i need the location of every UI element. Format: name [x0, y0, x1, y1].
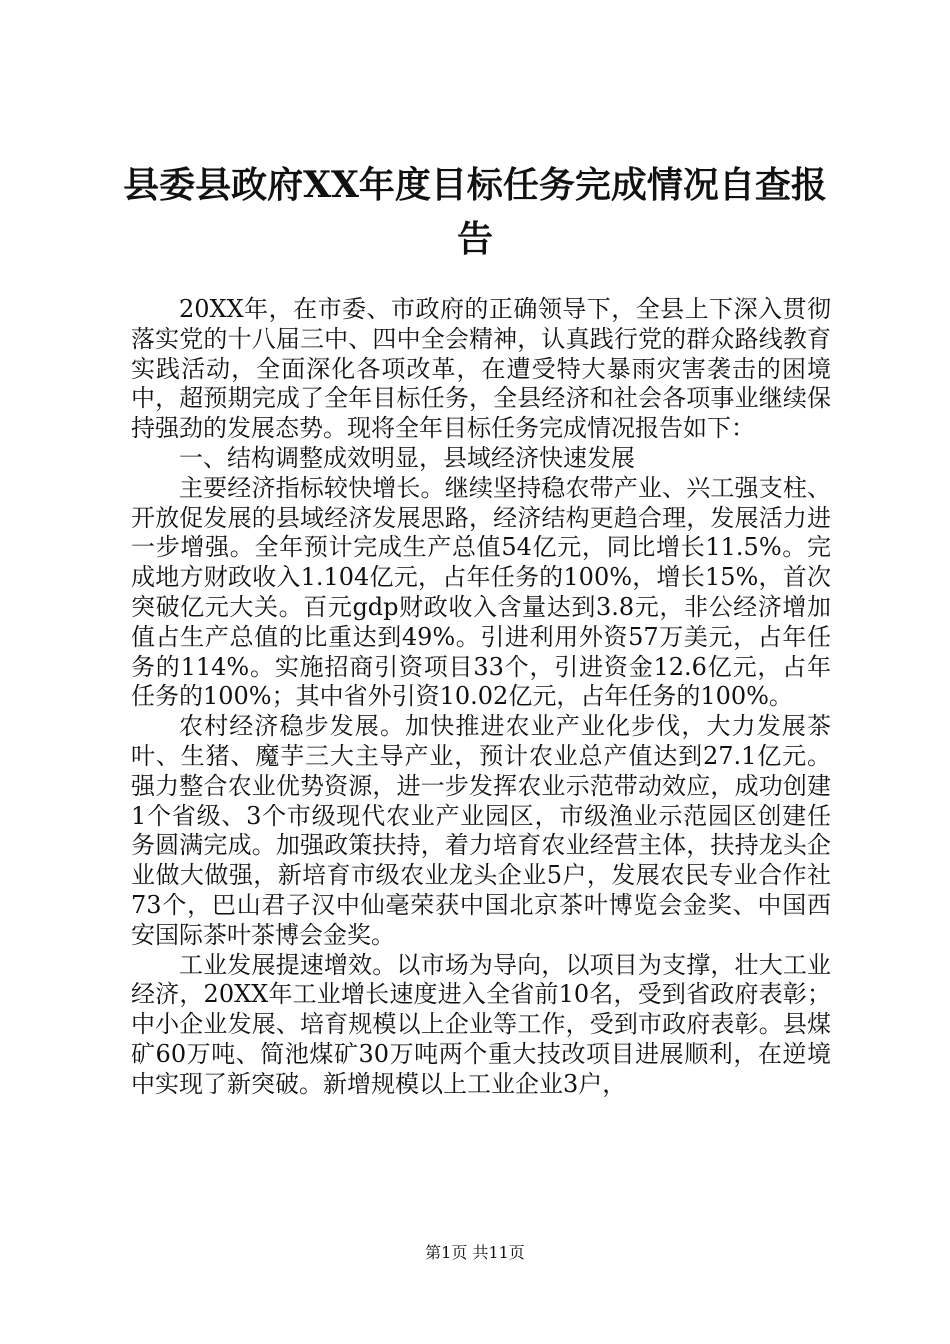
paragraph-intro: 20XX年，在市委、市政府的正确领导下，全县上下深入贯彻落实党的十八届三中、四中全会精神，认真践行党的群众路线教育实践活动，全面深化各项改革，在遭受特大暴雨灾害袭击的困境中，超预期完成了全年目标任务，全县经济和社会各项事业继续保持强劲的发展态势。现将全年目标任务完成情况报告如下：	[131, 295, 831, 443]
paragraph-industry: 工业发展提速增效。以市场为导向，以项目为支撑，壮大工业经济，20XX年工业增长速度进入全省前10名，受到省政府表彰；中小企业发展、培育规模以上企业等工作，受到市政府表彰。县煤矿60万吨、简池煤矿30万吨两个重大技改项目进展顺利，在逆境中实现了新突破。新增规模以上工业企业3户，	[131, 950, 831, 1098]
document-body	[131, 295, 831, 1100]
paragraph-agriculture: 农村经济稳步发展。加快推进农业产业化步伐，大力发展茶叶、生猪、魔芋三大主导产业，预计农业总产值达到27.1亿元。强力整合农业优势资源，进一步发挥农业示范带动效应，成功创建1个省级、3个市级现代农业产业园区，市级渔业示范园区创建任务圆满完成。加强政策扶持，着力培育农业经营主体，扶持龙头企业做大做强，新培育市级农业龙头企业5户，发展农民专业合作社73个，巴山君子汉中仙毫荣获中国北京茶叶博览会金奖、中国西安国际茶叶茶博会金奖。	[131, 712, 831, 949]
document-title: 县委县政府XX年度目标任务完成情况自查报告	[123, 164, 827, 260]
paragraph-economy: 主要经济指标较快增长。继续坚持稳农带产业、兴工强支柱、开放促发展的县域经济发展思路，经济结构更趋合理，发展活力进一步增强。全年预计完成生产总值54亿元，同比增长11.5%。完成地方财政收入1.104亿元，占年任务的100%，增长15%，首次突破亿元大关。百元gdp财政收入含量达到3.8元，非公经济增加值占生产总值的比重达到49%。引进利用外资57万美元，占年任务的114%。实施招商引资项目33个，引进资金12.6亿元，占年任务的100%；其中省外引资10.02亿元，占年任务的100%。	[131, 473, 831, 711]
section-heading-1: 一、结构调整成效明显，县域经济快速发展	[179, 443, 635, 472]
page-footer: 第1页 共11页	[425, 1243, 525, 1262]
